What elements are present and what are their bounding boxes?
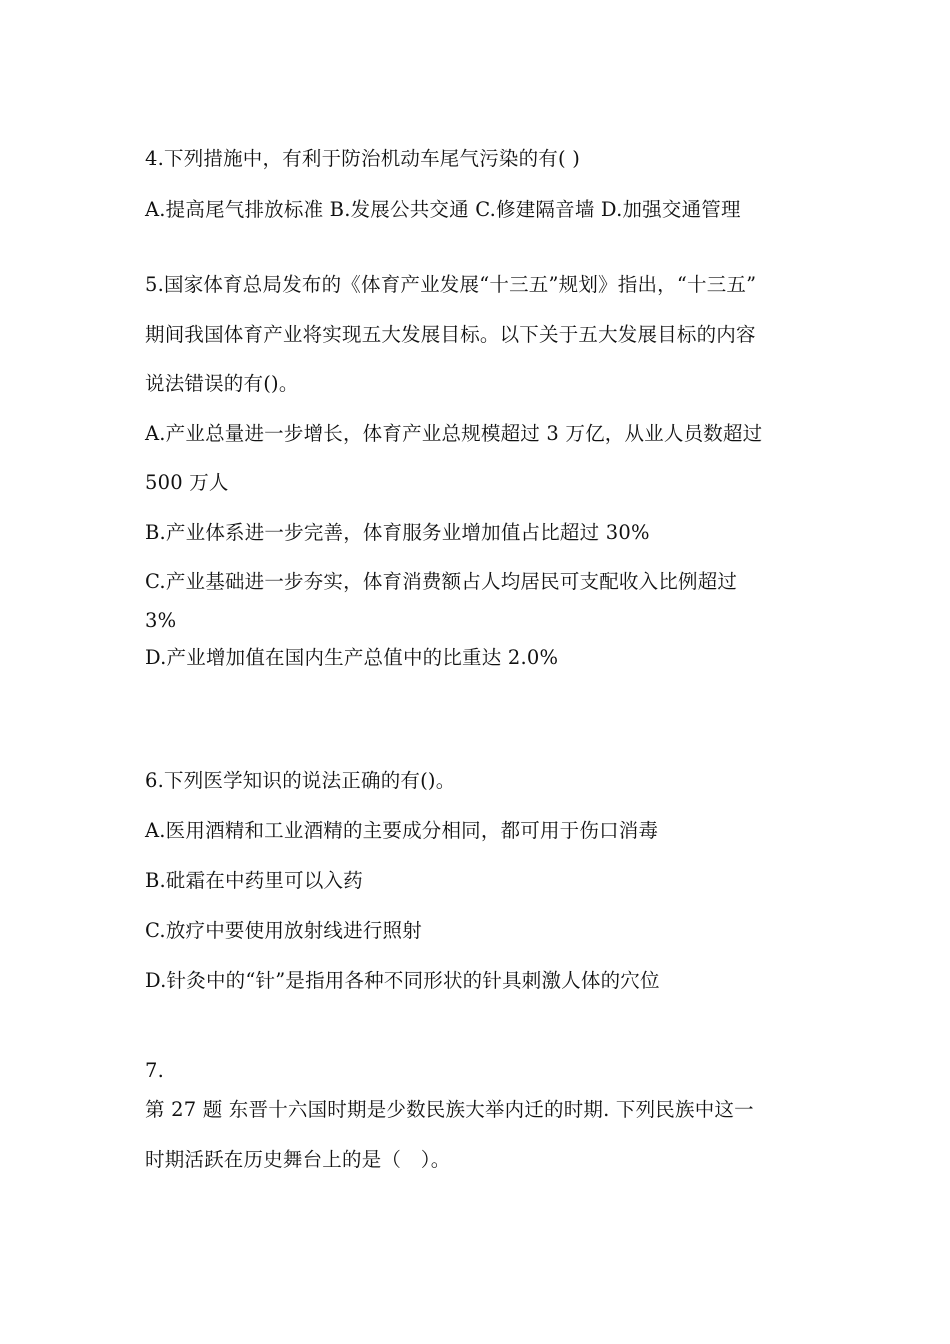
q5-option-d: D.产业增加值在国内生产总值中的比重达 2.0%	[145, 646, 559, 669]
q5-stem-line-1: 5.国家体育总局发布的《体育产业发展“十三五”规划》指出，“十三五”	[145, 273, 757, 296]
q4-stem: 4.下列措施中，有利于防治机动车尾气污染的有( )	[145, 147, 581, 170]
q5-stem-line-3: 说法错误的有()。	[145, 372, 299, 395]
q5-option-c-line-1: C.产业基础进一步夯实，体育消费额占人均居民可支配收入比例超过	[145, 570, 738, 593]
q6-option-a: A.医用酒精和工业酒精的主要成分相同，都可用于伤口消毒	[145, 819, 659, 842]
q5-option-b: B.产业体系进一步完善，体育服务业增加值占比超过 30%	[145, 521, 650, 544]
q5-stem-line-2: 期间我国体育产业将实现五大发展目标。以下关于五大发展目标的内容	[145, 323, 756, 346]
q5-option-a-line-2: 500 万人	[145, 471, 229, 494]
q5-option-a-line-1: A.产业总量进一步增长，体育产业总规模超过 3 万亿，从业人员数超过	[145, 422, 763, 445]
q6-option-b: B.砒霜在中药里可以入药	[145, 869, 363, 892]
q5-option-c-line-2: 3%	[145, 609, 177, 632]
q6-option-d: D.针灸中的“针”是指用各种不同形状的针具刺激人体的穴位	[145, 969, 660, 992]
q6-stem: 6.下列医学知识的说法正确的有()。	[145, 769, 456, 792]
q4-options: A.提高尾气排放标准 B.发展公共交通 C.修建隔音墙 D.加强交通管理	[145, 198, 741, 221]
q6-option-c: C.放疗中要使用放射线进行照射	[145, 919, 422, 942]
q7-stem-line-1: 第 27 题 东晋十六国时期是少数民族大举内迁的时期. 下列民族中这一	[145, 1098, 754, 1121]
q7-stem-line-2: 时期活跃在历史舞台上的是（ ）。	[145, 1148, 451, 1171]
q7-number: 7.	[145, 1059, 165, 1082]
